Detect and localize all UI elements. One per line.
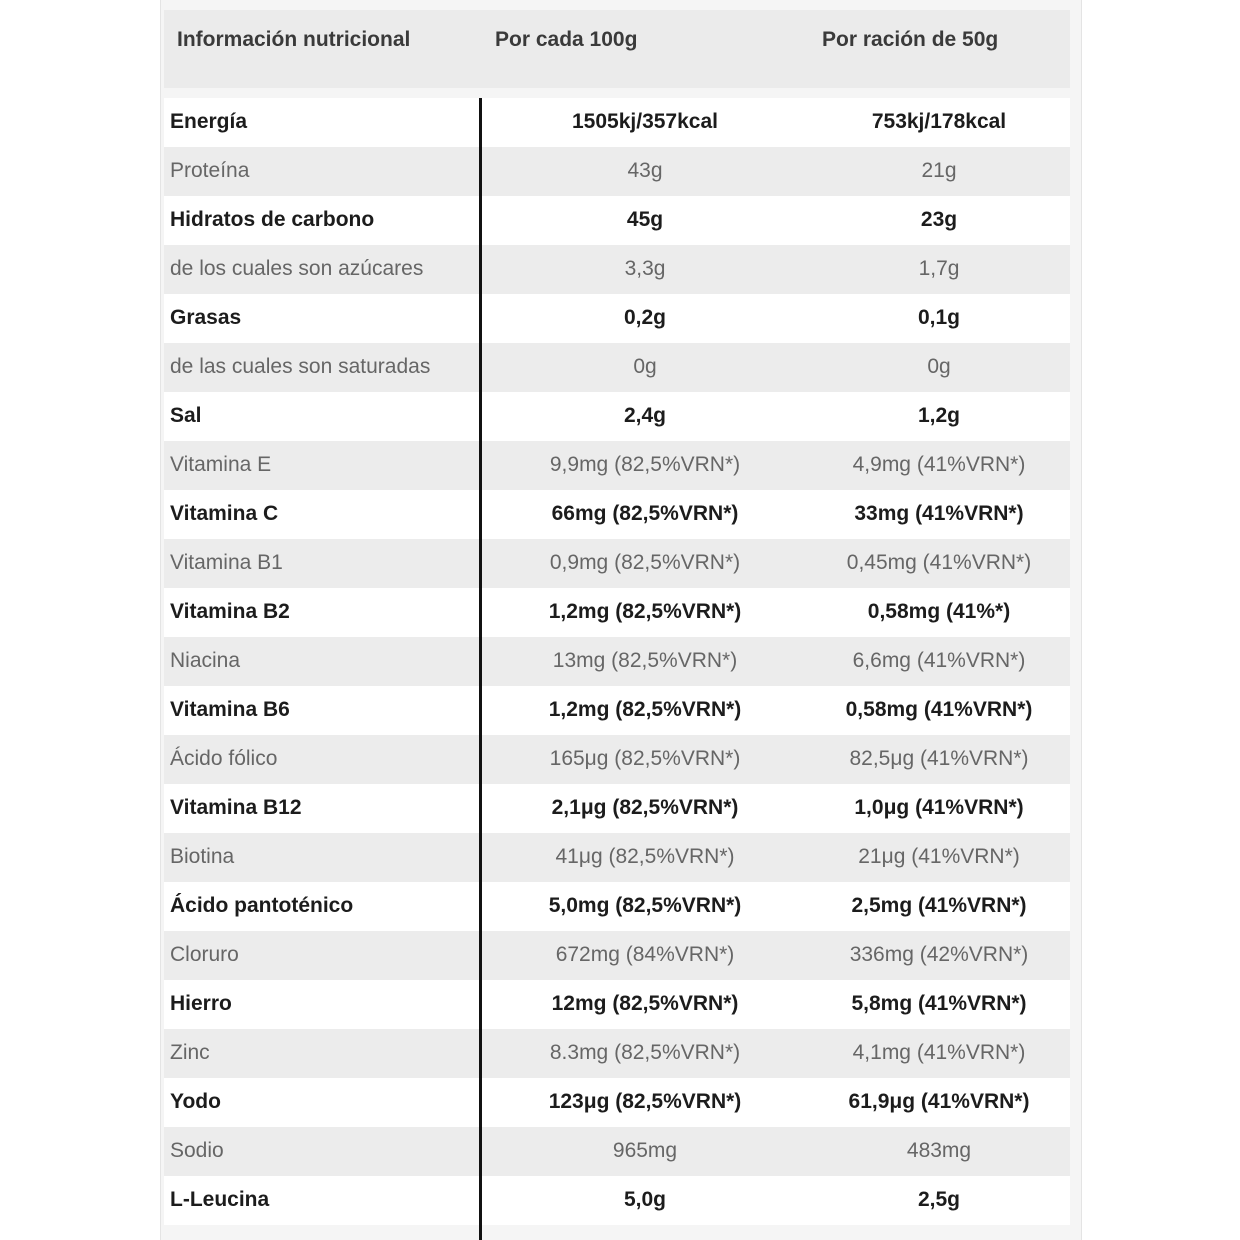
nutrient-name: Biotina: [170, 845, 235, 868]
value-per-serving: 0,1g: [917, 306, 961, 329]
value-per-100g: 0,9mg (82,5%VRN*): [549, 551, 741, 574]
value-per-serving: 0,58mg (41%VRN*): [845, 698, 1033, 721]
table-row: [164, 392, 1070, 441]
nutrient-name: Vitamina B1: [170, 551, 283, 574]
value-per-100g: 1,2mg (82,5%VRN*): [548, 600, 742, 623]
value-per-100g: 9,9mg (82,5%VRN*): [549, 453, 741, 476]
nutrient-name: de los cuales son azúcares: [170, 257, 424, 280]
nutrient-name: L-Leucina: [170, 1188, 270, 1211]
nutrient-name: Vitamina C: [170, 502, 279, 525]
value-per-serving: 0,45mg (41%VRN*): [846, 551, 1032, 574]
value-per-100g: 3,3g: [624, 257, 666, 280]
value-per-serving: 1,7g: [918, 257, 960, 280]
nutrient-name: Ácido pantoténico: [170, 894, 354, 917]
value-per-serving: 61,9μg (41%VRN*): [848, 1090, 1030, 1113]
value-per-serving: 0g: [927, 355, 951, 378]
value-per-serving: 0,58mg (41%*): [867, 600, 1011, 623]
value-per-100g: 12mg (82,5%VRN*): [551, 992, 739, 1015]
value-per-100g: 0g: [633, 355, 657, 378]
table-row: [164, 441, 1070, 490]
value-per-100g: 45g: [626, 208, 664, 231]
value-per-100g: 66mg (82,5%VRN*): [551, 502, 739, 525]
table-row: [164, 245, 1070, 294]
value-per-serving: 6,6mg (41%VRN*): [852, 649, 1026, 672]
value-per-100g: 2,4g: [623, 404, 667, 427]
table-row: [164, 147, 1070, 196]
nutrient-name: de las cuales son saturadas: [170, 355, 431, 378]
nutrient-name: Ácido fólico: [170, 747, 278, 770]
table-row: [164, 539, 1070, 588]
value-per-serving: 23g: [920, 208, 958, 231]
table-row: [164, 490, 1070, 539]
value-per-100g: 41μg (82,5%VRN*): [555, 845, 735, 868]
header-per-serving: Por ración de 50g: [822, 28, 999, 51]
table-row: [164, 1127, 1070, 1176]
value-per-100g: 8.3mg (82,5%VRN*): [549, 1041, 741, 1064]
table-header: [164, 10, 1070, 88]
table-row: [164, 588, 1070, 637]
nutrient-name: Cloruro: [170, 943, 239, 966]
value-per-serving: 21μg (41%VRN*): [858, 845, 1020, 868]
value-per-serving: 1,2g: [917, 404, 961, 427]
value-per-serving: 1,0μg (41%VRN*): [854, 796, 1024, 819]
table-row: [164, 882, 1070, 931]
nutrient-name: Vitamina B6: [170, 698, 290, 721]
value-per-100g: 43g: [627, 159, 663, 182]
table-row: [164, 294, 1070, 343]
nutrient-name: Vitamina E: [170, 453, 272, 476]
nutrient-name: Niacina: [170, 649, 241, 672]
header-nutrition-info: Información nutricional: [177, 28, 411, 51]
table-row: [164, 196, 1070, 245]
value-per-100g: 1,2mg (82,5%VRN*): [548, 698, 742, 721]
value-per-100g: 13mg (82,5%VRN*): [552, 649, 738, 672]
nutrition-table: [164, 10, 1070, 1240]
value-per-serving: 483mg: [906, 1139, 972, 1162]
nutrient-name: Zinc: [170, 1041, 210, 1064]
table-row: [164, 1078, 1070, 1127]
column-divider: [479, 98, 482, 1240]
value-per-100g: 672mg (84%VRN*): [555, 943, 735, 966]
table-row: [164, 1029, 1070, 1078]
value-per-serving: 4,1mg (41%VRN*): [852, 1041, 1026, 1064]
table-body: [164, 98, 1070, 1225]
table-row: [164, 1176, 1070, 1225]
value-per-100g: 0,2g: [623, 306, 667, 329]
value-per-100g: 1505kj/357kcal: [572, 110, 718, 133]
nutrient-name: Sal: [170, 404, 202, 427]
nutrient-name: Yodo: [170, 1090, 221, 1113]
value-per-serving: 21g: [921, 159, 957, 182]
nutrient-name: Vitamina B2: [170, 600, 290, 623]
nutrient-name: Vitamina B12: [170, 796, 302, 819]
table-row: [164, 637, 1070, 686]
nutrient-name: Energía: [170, 110, 248, 133]
value-per-100g: 965mg: [612, 1139, 678, 1162]
value-per-100g: 123μg (82,5%VRN*): [548, 1090, 742, 1113]
table-row: [164, 686, 1070, 735]
table-row: [164, 343, 1070, 392]
value-per-100g: 5,0mg (82,5%VRN*): [548, 894, 742, 917]
value-per-serving: 33mg (41%VRN*): [854, 502, 1024, 525]
value-per-serving: 753kj/178kcal: [871, 110, 1007, 133]
value-per-serving: 82,5μg (41%VRN*): [849, 747, 1029, 770]
nutrient-name: Sodio: [170, 1139, 224, 1162]
table-row: [164, 833, 1070, 882]
nutrient-name: Hierro: [170, 992, 232, 1015]
nutrient-name: Proteína: [170, 159, 250, 182]
value-per-serving: 2,5g: [917, 1188, 961, 1211]
value-per-serving: 2,5mg (41%VRN*): [851, 894, 1027, 917]
nutrient-name: Hidratos de carbono: [170, 208, 375, 231]
value-per-100g: 165μg (82,5%VRN*): [549, 747, 741, 770]
table-row: [164, 980, 1070, 1029]
table-row: [164, 784, 1070, 833]
value-per-100g: 5,0g: [623, 1188, 667, 1211]
table-row: [164, 98, 1070, 147]
value-per-serving: 5,8mg (41%VRN*): [851, 992, 1027, 1015]
nutrient-name: Grasas: [170, 306, 242, 329]
header-per-100g: Por cada 100g: [495, 28, 638, 51]
value-per-serving: 336mg (42%VRN*): [849, 943, 1029, 966]
table-row: [164, 931, 1070, 980]
value-per-100g: 2,1μg (82,5%VRN*): [551, 796, 739, 819]
value-per-serving: 4,9mg (41%VRN*): [852, 453, 1026, 476]
table-row: [164, 735, 1070, 784]
